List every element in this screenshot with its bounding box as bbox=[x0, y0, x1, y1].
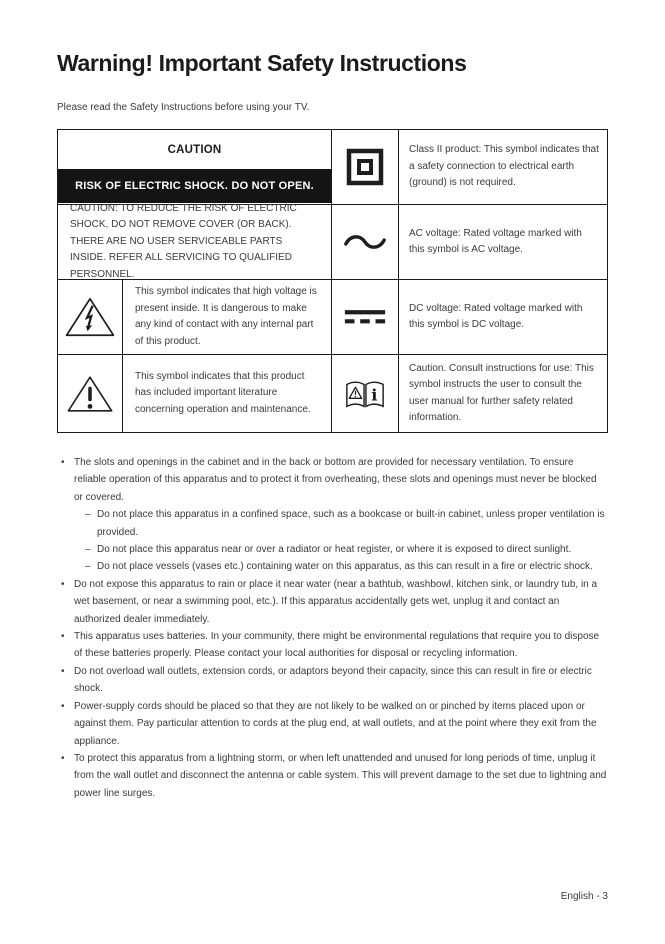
list-item-text: To protect this apparatus from a lightning storm, or when left unattended and unused for long periods of time, unplug it from the wall outlet and disconnect the antenna or cable system. This will prevent damage to the set due to lightning and power line surges. bbox=[74, 752, 607, 799]
caution-detail-text: CAUTION: TO REDUCE THE RISK OF ELECTRIC SHOCK, DO NOT REMOVE COVER (OR BACK). THERE ARE NO USER SERVICEABLE PARTS INSIDE. REFER ALL SERVICING TO QUALIFIED PERSONNEL. bbox=[70, 202, 297, 280]
warning-icon-cell bbox=[58, 355, 123, 432]
dc-line-icon bbox=[342, 307, 388, 327]
high-voltage-icon-cell bbox=[58, 280, 123, 354]
class-ii-cell bbox=[332, 130, 399, 204]
sub-list-item bbox=[74, 558, 608, 575]
ac-wave-icon bbox=[342, 232, 388, 252]
list-item bbox=[57, 628, 608, 663]
page-title: Warning! Important Safety Instructions bbox=[57, 50, 467, 76]
caution-cell bbox=[58, 130, 332, 204]
dc-voltage-text: DC voltage: Rated voltage marked with this symbol is DC voltage. bbox=[409, 302, 583, 330]
high-voltage-text-cell bbox=[123, 280, 332, 354]
sub-list-item-text: Do not place vessels (vases etc.) containing water on this apparatus, as this can result in a fire or electric shock. bbox=[97, 561, 593, 573]
class-ii-text-cell bbox=[399, 130, 607, 204]
list-item bbox=[57, 576, 608, 628]
safety-notes-list bbox=[57, 454, 608, 802]
ac-voltage-cell bbox=[332, 205, 399, 279]
class-ii-text: Class II product: This symbol indicates that a safety connection to electrical earth (ground) is not required. bbox=[409, 144, 599, 189]
sub-list-item bbox=[74, 506, 608, 541]
list-item-text: This apparatus uses batteries. In your community, there might be environmental regulations that require you to dispose of these batteries properly. Please contact your local authorities for disposal or recycling information. bbox=[74, 631, 600, 660]
table-row bbox=[58, 280, 607, 355]
list-item-text: Do not expose this apparatus to rain or place it near water (near a bathtub, washbowl, kitchen sink, or laundry tub, in a wet basement, or near a swimming pool, etc.). If this apparatus accidentally gets wet, unplug it and contact an authorized dealer immediately. bbox=[74, 578, 598, 625]
sub-list-item-text: Do not place this apparatus in a confined space, such as a bookcase or built-in cabinet, unless proper ventilation is provided. bbox=[97, 509, 605, 538]
consult-manual-cell bbox=[332, 355, 399, 432]
double-square-icon bbox=[345, 147, 385, 187]
list-item-text: Do not overload wall outlets, extension cords, or adaptors beyond their capacity, since this can result in fire or electric shock. bbox=[74, 665, 592, 695]
page-number: English - 3 bbox=[560, 891, 608, 902]
list-item bbox=[57, 698, 608, 750]
caution-detail-cell bbox=[58, 202, 332, 280]
list-item bbox=[57, 750, 608, 802]
caution-header: CAUTION bbox=[167, 143, 222, 156]
lightning-triangle-icon bbox=[64, 295, 116, 339]
list-item bbox=[57, 454, 608, 576]
consult-text: Caution. Consult instructions for use: This symbol instructs the user to consult the user manual for further safety related information. bbox=[409, 362, 594, 423]
list-item bbox=[57, 663, 608, 698]
table-row bbox=[58, 130, 607, 205]
ac-voltage-text-cell bbox=[399, 205, 607, 279]
consult-text-cell bbox=[399, 355, 607, 432]
dc-voltage-cell bbox=[332, 280, 399, 354]
svg-text:i: i bbox=[371, 385, 378, 405]
literature-text: This symbol indicates that this product has included important literature concerning operation and maintenance. bbox=[135, 370, 311, 415]
sub-list-item-text: Do not place this apparatus near or over a radiator or heat register, or where it is exposed to direct sunlight. bbox=[97, 544, 572, 556]
open-book-warning-icon bbox=[344, 377, 386, 411]
exclamation-triangle-icon bbox=[66, 373, 114, 415]
safety-symbol-table bbox=[57, 129, 608, 433]
literature-text-cell bbox=[123, 355, 332, 432]
electric-shock-banner: RISK OF ELECTRIC SHOCK. DO NOT OPEN. bbox=[58, 169, 331, 203]
table-row bbox=[58, 202, 607, 280]
list-item-text: The slots and openings in the cabinet and in the back or bottom are provided for necessary ventilation. To ensure reliable operation of this apparatus and to protect it from overheating, these slots and openings must never be blocked or covered. bbox=[74, 457, 597, 503]
page-subtitle: Please read the Safety Instructions before using your TV. bbox=[57, 102, 310, 113]
dc-voltage-text-cell bbox=[399, 280, 607, 354]
sub-list-item bbox=[74, 541, 608, 558]
high-voltage-text: This symbol indicates that high voltage is present inside. It is dangerous to make any kind of contact with any internal part of this product. bbox=[135, 286, 317, 347]
ac-voltage-text: AC voltage: Rated voltage marked with this symbol is AC voltage. bbox=[409, 227, 582, 255]
list-item-text: Power-supply cords should be placed so that they are not likely to be walked on or pinched by items placed upon or against them. Pay particular attention to cords at the plug end, at wall outlets, and at the point where they exit from the appliance. bbox=[74, 700, 597, 747]
sub-list bbox=[74, 506, 608, 576]
table-row bbox=[58, 355, 607, 432]
